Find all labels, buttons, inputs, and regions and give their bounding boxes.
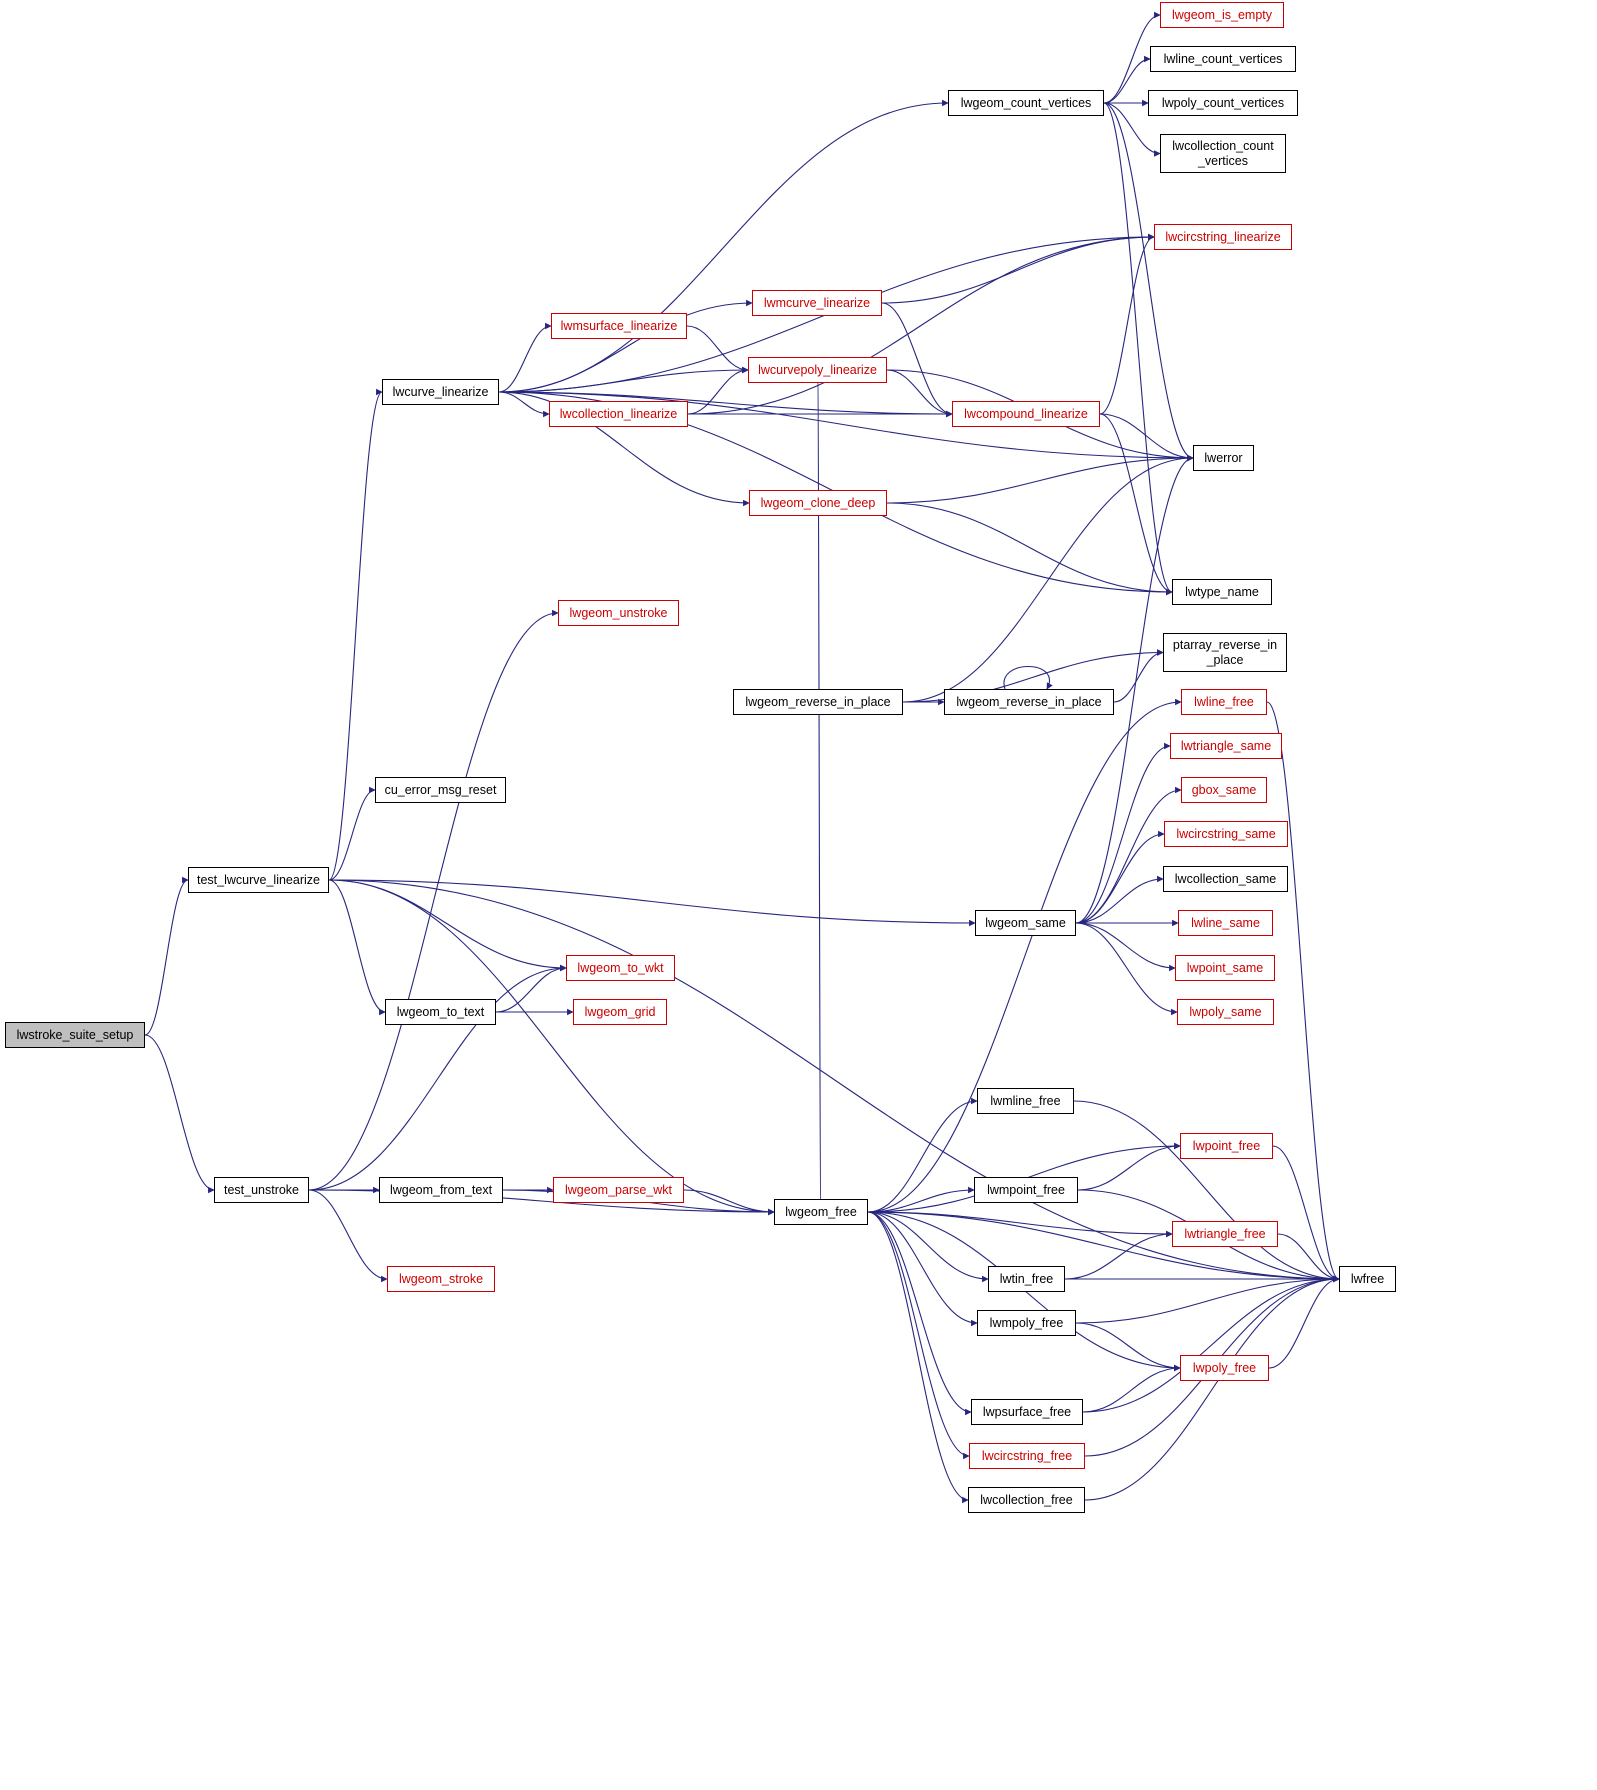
graph-node-lwline-same[interactable]: lwline_same	[1178, 910, 1273, 936]
edge-lwgeom_reverse_in_place_2-to-lwgeom_reverse_in_place_2	[1004, 667, 1049, 690]
edge-test_lwcurve_linearize-to-lwgeom_free	[329, 880, 774, 1212]
graph-node-lwpoly-free[interactable]: lwpoly_free	[1180, 1355, 1269, 1381]
edge-lwgeom_same-to-gbox_same	[1076, 790, 1181, 923]
edge-lwcurve_linearize-to-lwmsurface_linearize	[499, 326, 551, 392]
edge-lwgeom_count_vertices-to-lwtype_name	[1104, 103, 1172, 592]
graph-node-lwcircstring-same[interactable]: lwcircstring_same	[1164, 821, 1288, 847]
edge-test_unstroke-to-lwgeom_unstroke	[309, 613, 558, 1190]
edge-lwgeom_free-to-lwtriangle_free	[868, 1212, 1172, 1234]
graph-node-lwgeom-from-text[interactable]: lwgeom_from_text	[379, 1177, 503, 1203]
edge-lwgeom_free-to-lwtin_free	[868, 1212, 988, 1279]
graph-node-lwtriangle-free[interactable]: lwtriangle_free	[1172, 1221, 1278, 1247]
graph-node-lwtype-name[interactable]: lwtype_name	[1172, 579, 1272, 605]
graph-node-lwpoint-free[interactable]: lwpoint_free	[1180, 1133, 1273, 1159]
graph-node-lwfree[interactable]: lwfree	[1339, 1266, 1396, 1292]
edge-lwmsurface_linearize-to-lwcurvepoly_linearize	[687, 326, 748, 370]
edge-lwtin_free-to-lwtriangle_free	[1065, 1234, 1172, 1279]
edge-test_unstroke-to-lwgeom_stroke	[309, 1190, 387, 1279]
edge-test_lwcurve_linearize-to-lwgeom_same	[329, 880, 975, 923]
edge-lwcompound_linearize-to-lwerror	[1100, 414, 1193, 458]
graph-node-lwgeom-count-vertices[interactable]: lwgeom_count_vertices	[948, 90, 1104, 116]
edge-lwgeom_same-to-lwtriangle_same	[1076, 746, 1170, 923]
edge-lwline_free-to-lwfree	[1267, 702, 1339, 1279]
graph-node-lwgeom-is-empty[interactable]: lwgeom_is_empty	[1160, 2, 1284, 28]
graph-node-lwgeom-clone-deep[interactable]: lwgeom_clone_deep	[749, 490, 887, 516]
graph-node-lwline-free[interactable]: lwline_free	[1181, 689, 1267, 715]
edge-lwgeom_same-to-lwcollection_same	[1076, 879, 1163, 923]
graph-node-lwgeom-same[interactable]: lwgeom_same	[975, 910, 1076, 936]
edge-lwstroke_suite_setup-to-test_unstroke	[145, 1035, 214, 1190]
edge-lwmcurve_linearize-to-lwcompound_linearize	[882, 303, 952, 414]
graph-node-lwpoint-same[interactable]: lwpoint_same	[1175, 955, 1275, 981]
graph-node-lwcircstring-free[interactable]: lwcircstring_free	[969, 1443, 1085, 1469]
edge-lwgeom_reverse_in_place_2-to-ptarray_reverse_in_place	[1114, 653, 1163, 703]
graph-node-lwmpoint-free[interactable]: lwmpoint_free	[974, 1177, 1078, 1203]
graph-node-lwcollection-same[interactable]: lwcollection_same	[1163, 866, 1288, 892]
edge-test_lwcurve_linearize-to-lwgeom_to_wkt	[329, 880, 566, 968]
graph-node-lwtriangle-same[interactable]: lwtriangle_same	[1170, 733, 1282, 759]
graph-node-lwcollection-linearize[interactable]: lwcollection_linearize	[549, 401, 688, 427]
edge-test_lwcurve_linearize-to-lwcurve_linearize	[329, 392, 382, 880]
edge-lwcurve_linearize-to-lwcollection_linearize	[499, 392, 549, 414]
graph-node-lwcollection-free[interactable]: lwcollection_free	[968, 1487, 1085, 1513]
graph-node-lwgeom-reverse-in-place-1[interactable]: lwgeom_reverse_in_place	[733, 689, 903, 715]
graph-node-lwmcurve-linearize[interactable]: lwmcurve_linearize	[752, 290, 882, 316]
edge-lwgeom_count_vertices-to-lwline_count_vertices	[1104, 59, 1150, 103]
graph-node-lwcollection-count-vertices[interactable]: lwcollection_count _vertices	[1160, 134, 1286, 173]
graph-node-lwtin-free[interactable]: lwtin_free	[988, 1266, 1065, 1292]
edge-lwmcurve_linearize-to-lwcircstring_linearize	[882, 237, 1154, 303]
edge-lwmline_free-to-lwfree	[1074, 1101, 1339, 1279]
edge-lwmpoly_free-to-lwfree	[1076, 1279, 1339, 1323]
graph-node-lwpoly-same[interactable]: lwpoly_same	[1177, 999, 1274, 1025]
graph-node-lwpoly-count-vertices[interactable]: lwpoly_count_vertices	[1148, 90, 1298, 116]
graph-node-cu-error-msg-reset[interactable]: cu_error_msg_reset	[375, 777, 506, 803]
edge-lwgeom_free-to-lwmline_free	[868, 1101, 977, 1212]
graph-node-lwstroke-suite-setup[interactable]: lwstroke_suite_setup	[5, 1022, 145, 1048]
graph-node-test-lwcurve-linearize[interactable]: test_lwcurve_linearize	[188, 867, 329, 893]
graph-node-lwcurve-linearize[interactable]: lwcurve_linearize	[382, 379, 499, 405]
graph-node-lwgeom-parse-wkt[interactable]: lwgeom_parse_wkt	[553, 1177, 684, 1203]
edge-lwgeom_clone_deep-to-lwerror	[887, 458, 1193, 503]
edge-lwstroke_suite_setup-to-test_lwcurve_linearize	[145, 880, 188, 1035]
graph-node-lwpsurface-free[interactable]: lwpsurface_free	[971, 1399, 1083, 1425]
graph-node-test-unstroke[interactable]: test_unstroke	[214, 1177, 309, 1203]
edge-lwcurvepoly_linearize-to-lwcompound_linearize	[887, 370, 952, 414]
edge-lwmpoint_free-to-lwpoint_free	[1078, 1146, 1180, 1190]
edge-lwgeom_free-to-lwmpoly_free	[868, 1212, 977, 1323]
edge-lwgeom_free-to-lwcircstring_free	[868, 1212, 969, 1456]
edge-lwgeom_free-to-lwcollection_free	[868, 1212, 968, 1500]
graph-node-lwgeom-to-text[interactable]: lwgeom_to_text	[385, 999, 496, 1025]
edge-lwpoint_free-to-lwfree	[1273, 1146, 1339, 1279]
graph-node-gbox-same[interactable]: gbox_same	[1181, 777, 1267, 803]
edge-test_lwcurve_linearize-to-cu_error_msg_reset	[329, 790, 375, 880]
edge-lwpsurface_free-to-lwpoly_free	[1083, 1368, 1180, 1412]
graph-node-lwgeom-free[interactable]: lwgeom_free	[774, 1199, 868, 1225]
graph-node-lwgeom-reverse-in-place-2[interactable]: lwgeom_reverse_in_place	[944, 689, 1114, 715]
graph-node-lwgeom-stroke[interactable]: lwgeom_stroke	[387, 1266, 495, 1292]
graph-node-lwline-count-vertices[interactable]: lwline_count_vertices	[1150, 46, 1296, 72]
edge-lwcurve_linearize-to-lwgeom_count_vertices	[499, 103, 948, 392]
edge-lwmpoly_free-to-lwpoly_free	[1076, 1323, 1180, 1368]
edge-lwcompound_linearize-to-lwtype_name	[1100, 414, 1172, 592]
graph-node-lwcompound-linearize[interactable]: lwcompound_linearize	[952, 401, 1100, 427]
graph-node-lwgeom-unstroke[interactable]: lwgeom_unstroke	[558, 600, 679, 626]
edge-lwpoly_free-to-lwfree	[1269, 1279, 1339, 1368]
graph-node-ptarray-reverse-in-place[interactable]: ptarray_reverse_in _place	[1163, 633, 1287, 672]
edge-lwpsurface_free-to-lwfree	[1083, 1279, 1339, 1412]
edge-lwgeom_same-to-lwpoint_same	[1076, 923, 1175, 968]
edge-lwgeom_same-to-lwcircstring_same	[1076, 834, 1164, 923]
edge-test_lwcurve_linearize-to-lwgeom_to_text	[329, 880, 385, 1012]
graph-node-lwgeom-grid[interactable]: lwgeom_grid	[573, 999, 667, 1025]
edge-lwcurve_linearize-to-lwcurvepoly_linearize	[499, 370, 748, 392]
edge-lwtriangle_free-to-lwfree	[1278, 1234, 1339, 1279]
edge-lwgeom_to_text-to-lwgeom_to_wkt	[496, 968, 566, 1012]
edge-lwgeom_same-to-lwpoly_same	[1076, 923, 1177, 1012]
edge-lwgeom_clone_deep-to-lwtype_name	[887, 503, 1172, 592]
graph-node-lwmline-free[interactable]: lwmline_free	[977, 1088, 1074, 1114]
edge-lwgeom_reverse_in_place_1-to-lwerror	[903, 458, 1193, 702]
graph-node-lwgeom-to-wkt[interactable]: lwgeom_to_wkt	[566, 955, 675, 981]
edge-lwgeom_parse_wkt-to-lwgeom_free	[684, 1190, 774, 1212]
edge-lwgeom_free-to-lwline_free	[868, 702, 1181, 1212]
edge-lwgeom_free-to-lwmpoint_free	[868, 1190, 974, 1212]
edge-lwcompound_linearize-to-lwcircstring_linearize	[1100, 237, 1154, 414]
graph-node-lwmsurface-linearize[interactable]: lwmsurface_linearize	[551, 313, 687, 339]
edge-lwgeom_free-to-lwpsurface_free	[868, 1212, 971, 1412]
edge-lwcollection_linearize-to-lwcircstring_linearize	[688, 237, 1154, 414]
graph-node-lwerror[interactable]: lwerror	[1193, 445, 1254, 471]
edge-lwcollection_linearize-to-lwcurvepoly_linearize	[688, 370, 748, 414]
graph-node-lwmpoly-free[interactable]: lwmpoly_free	[977, 1310, 1076, 1336]
graph-node-lwcurvepoly-linearize[interactable]: lwcurvepoly_linearize	[748, 357, 887, 383]
graph-node-lwcircstring-linearize[interactable]: lwcircstring_linearize	[1154, 224, 1292, 250]
edge-lwcollection_free-to-lwfree	[1085, 1279, 1339, 1500]
